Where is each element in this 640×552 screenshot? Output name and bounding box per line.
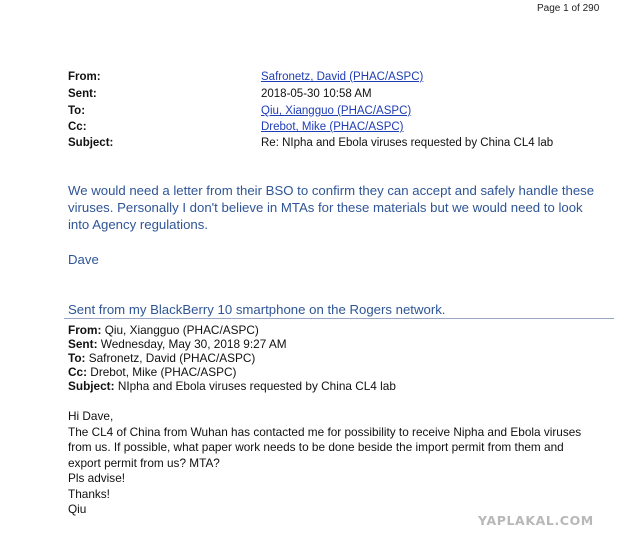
page-number: Page 1 of 290 — [537, 3, 600, 14]
from-label: From: — [68, 71, 101, 83]
body-line: Qiu — [68, 502, 87, 516]
fwd-sent-row — [68, 337, 287, 351]
cc-label: Cc: — [68, 121, 87, 133]
subject-label: Subject: — [68, 137, 114, 149]
fwd-from-label: From: — [68, 323, 102, 337]
fwd-sent-value: Wednesday, May 30, 2018 9:27 AM — [100, 337, 287, 351]
fwd-cc-value: Drebot, Mike (PHAC/ASPC) — [90, 365, 237, 379]
fwd-subject-value: NIpha and Ebola viruses requested by China CL4 lab — [117, 379, 396, 393]
fwd-subject-label: Subject: — [68, 379, 115, 393]
fwd-sent-label: Sent: — [68, 337, 98, 351]
sent-label: Sent: — [68, 88, 97, 100]
fwd-to-label: To: — [68, 351, 86, 365]
sent-value: 2018-05-30 10:58 AM — [261, 88, 372, 100]
forward-divider — [64, 318, 614, 319]
fwd-cc-row — [68, 365, 236, 379]
fwd-cc-label: Cc: — [68, 365, 88, 379]
reply-line: We would need a letter from their BSO to confirm they can accept and safely handle these — [68, 183, 595, 198]
to-link[interactable]: Qiu, Xiangguo (PHAC/ASPC) — [261, 105, 412, 117]
watermark: YAPLAKAL.COM — [478, 513, 594, 528]
greeting: Hi Dave, — [68, 409, 114, 423]
reply-paragraph — [68, 182, 608, 233]
original-message-body — [68, 409, 613, 518]
body-line: Pls advise! — [68, 471, 126, 485]
reply-line: viruses. Personally I don't believe in MTAs for these materials but we would need to look — [68, 200, 583, 215]
body-line: Thanks! — [68, 486, 110, 501]
fwd-from-value: Qiu, Xiangguo (PHAC/ASPC) — [104, 323, 259, 337]
fwd-subject-row — [68, 379, 396, 393]
reply-signature: Sent from my BlackBerry 10 smartphone on the Rogers network. — [68, 302, 446, 317]
to-label: To: — [68, 105, 86, 117]
reply-line: into Agency regulations. — [68, 217, 209, 232]
body-line: The CL4 of China from Wuhan has contacted me for possibility to receive Nipha and Ebola viruses — [68, 424, 582, 439]
fwd-to-row — [68, 351, 255, 365]
body-line: export permit from us? MTA? — [68, 455, 220, 470]
fwd-from-row — [68, 323, 259, 337]
from-link[interactable]: Safronetz, David (PHAC/ASPC) — [261, 71, 424, 83]
subject-value: Re: NIpha and Ebola viruses requested by China CL4 lab — [261, 137, 554, 149]
cc-link[interactable]: Drebot, Mike (PHAC/ASPC) — [261, 121, 404, 133]
fwd-to-value: Safronetz, David (PHAC/ASPC) — [88, 351, 256, 365]
body-line: from us. If possible, what paper work needs to be done beside the import permit from them and — [68, 440, 564, 454]
reply-signoff: Dave — [68, 252, 99, 267]
